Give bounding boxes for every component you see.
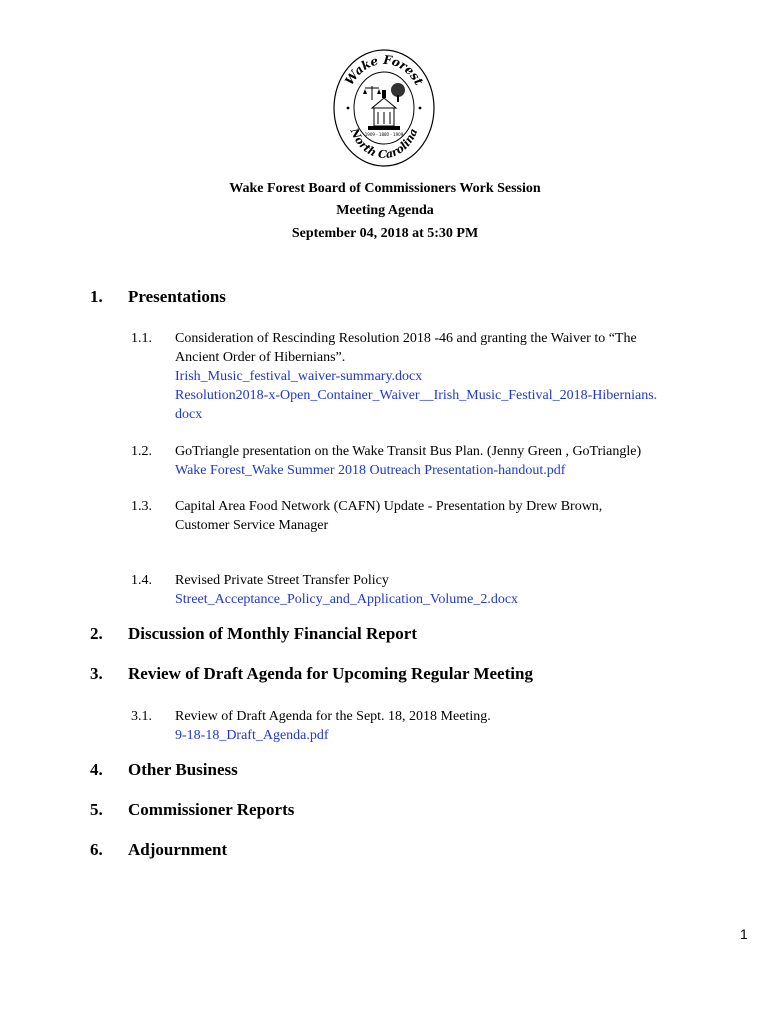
attachment-link[interactable]: 9-18-18_Draft_Agenda.pdf (175, 728, 329, 743)
section-title: Presentations (128, 287, 226, 306)
svg-text:1909 - 1880 - 1909: 1909 - 1880 - 1909 (364, 132, 404, 137)
section-title: Discussion of Monthly Financial Report (128, 624, 418, 643)
section-title: Commissioner Reports (128, 800, 295, 819)
attachment-link[interactable]: Wake Forest_Wake Summer 2018 Outreach Presentation-handout.pdf (175, 463, 566, 478)
item-number: 1.4. (131, 573, 152, 588)
section-number: 4. (90, 760, 103, 779)
attachment-link[interactable]: Street_Acceptance_Policy_and_Application_Volume_2.docx (175, 592, 519, 607)
item-text: Consideration of Rescinding Resolution 2018 -46 and granting the Waiver to “The (175, 331, 637, 346)
section-number: 6. (90, 840, 103, 859)
item-text: Review of Draft Agenda for the Sept. 18, 2018 Meeting. (175, 709, 491, 724)
item-text: Revised Private Street Transfer Policy (175, 573, 389, 588)
item-text: Customer Service Manager (175, 518, 329, 533)
section-title: Other Business (128, 760, 238, 779)
meeting-title: Wake Forest Board of Commissioners Work Session (229, 181, 541, 196)
town-seal-logo (332, 48, 436, 168)
attachment-link[interactable]: Irish_Music_festival_waiver-summary.docx (175, 369, 423, 384)
item-text: Capital Area Food Network (CAFN) Update - Presentation by Drew Brown, (175, 499, 603, 514)
meeting-date: September 04, 2018 at 5:30 PM (291, 226, 479, 241)
attachment-link-part: docx (175, 407, 203, 422)
meeting-subtitle: Meeting Agenda (336, 203, 434, 218)
attachment-link-part: Resolution2018-x-Open_Container_Waiver__Irish_Music_Festival_2018-Hibernians. (175, 388, 658, 403)
item-number: 1.3. (131, 499, 152, 514)
section-number: 5. (90, 800, 103, 819)
svg-text:Wake Forest: Wake Forest (342, 52, 427, 88)
item-number: 1.2. (131, 444, 152, 459)
section-title: Adjournment (128, 840, 228, 859)
page-number: 1 (740, 926, 748, 942)
attachment-link[interactable] (175, 386, 695, 424)
section-number: 3. (90, 664, 103, 683)
svg-text:North Carolina: North Carolina (347, 126, 421, 162)
item-text: Ancient Order of Hibernians”. (175, 350, 346, 365)
section-title: Review of Draft Agenda for Upcoming Regular Meeting (128, 664, 533, 683)
item-number: 1.1. (131, 331, 152, 346)
item-number: 3.1. (131, 709, 152, 724)
item-text: GoTriangle presentation on the Wake Transit Bus Plan. (Jenny Green , GoTriangle) (175, 444, 642, 459)
section-number: 1. (90, 287, 103, 306)
section-number: 2. (90, 624, 103, 643)
